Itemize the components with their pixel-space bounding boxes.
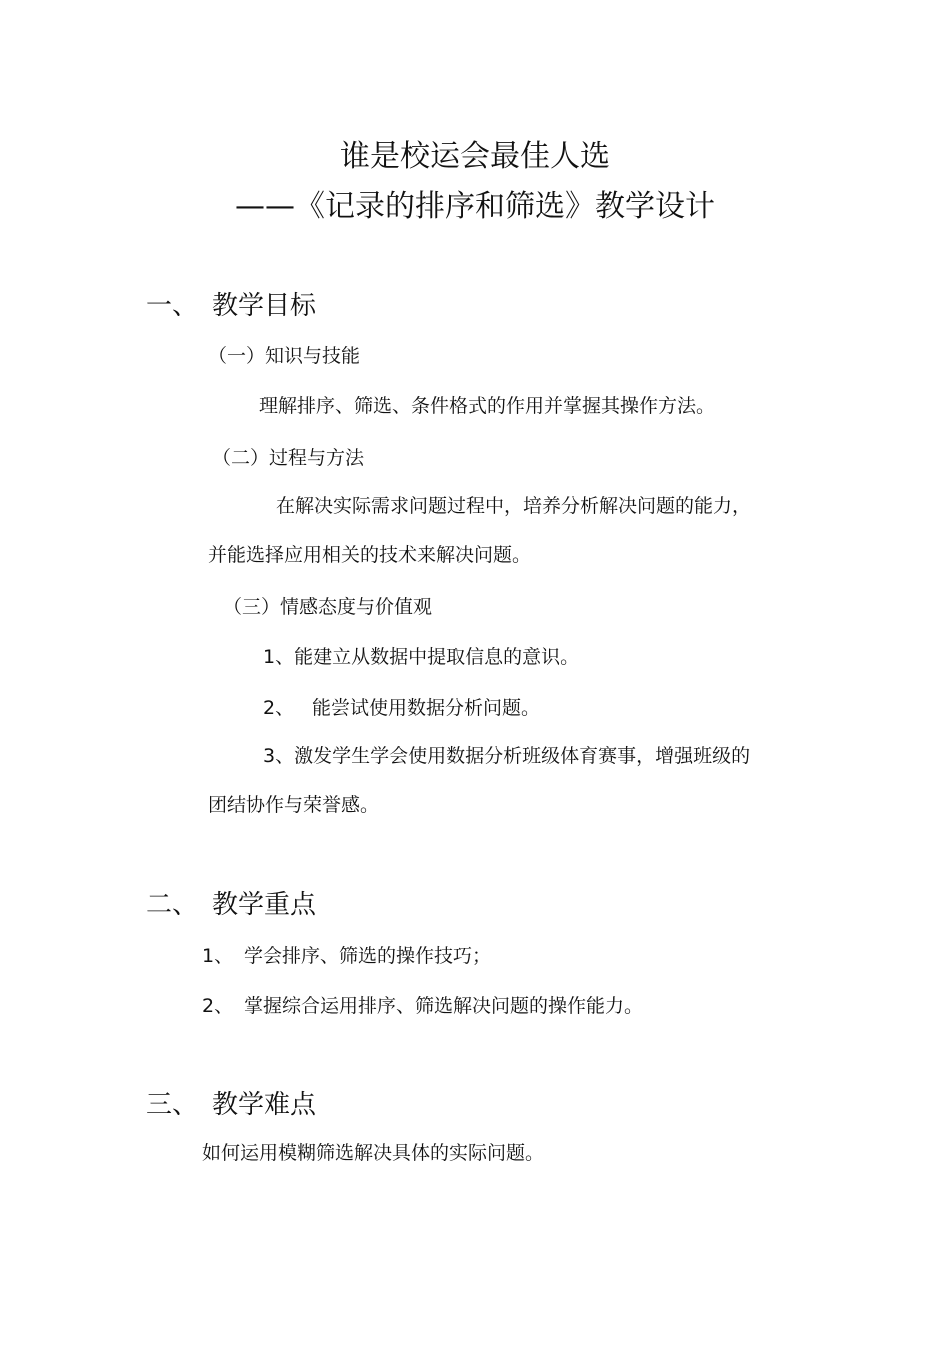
list-item-number: 2、: [202, 995, 234, 1017]
document-title: 谁是校运会最佳人选: [340, 139, 610, 174]
section-number: 一、: [146, 291, 199, 321]
paragraph: 在解决实际需求问题过程中，培养分析解决问题的能力，: [276, 495, 752, 517]
list-item: 能尝试使用数据分析问题。: [312, 697, 541, 719]
list-item: 3、激发学生学会使用数据分析班级体育赛事，增强班级的: [263, 745, 751, 767]
list-item: 团结协作与荣誉感。: [208, 794, 380, 816]
list-item: 掌握综合运用排序、筛选解决问题的操作能力。: [244, 995, 644, 1017]
paragraph: 如何运用模糊筛选解决具体的实际问题。: [202, 1142, 545, 1164]
section-number: 二、: [146, 890, 199, 920]
section-heading: 教学重点: [212, 890, 317, 920]
list-item: 学会排序、筛选的操作技巧；: [244, 945, 492, 967]
subsection-heading: （二）过程与方法: [212, 447, 365, 469]
section-heading: 教学难点: [212, 1090, 317, 1120]
section-number: 三、: [146, 1090, 199, 1120]
section-heading: 教学目标: [212, 291, 317, 321]
subsection-heading: （三）情感态度与价值观: [223, 596, 433, 618]
list-item: 1、能建立从数据中提取信息的意识。: [263, 646, 580, 668]
list-item-number: 2、: [263, 697, 295, 719]
subsection-heading: （一）知识与技能: [208, 345, 361, 367]
paragraph: 并能选择应用相关的技术来解决问题。: [208, 544, 532, 566]
list-item-number: 1、: [202, 945, 234, 967]
paragraph: 理解排序、筛选、条件格式的作用并掌握其操作方法。: [259, 395, 716, 417]
document-subtitle: ——《记录的排序和筛选》教学设计: [235, 189, 715, 224]
